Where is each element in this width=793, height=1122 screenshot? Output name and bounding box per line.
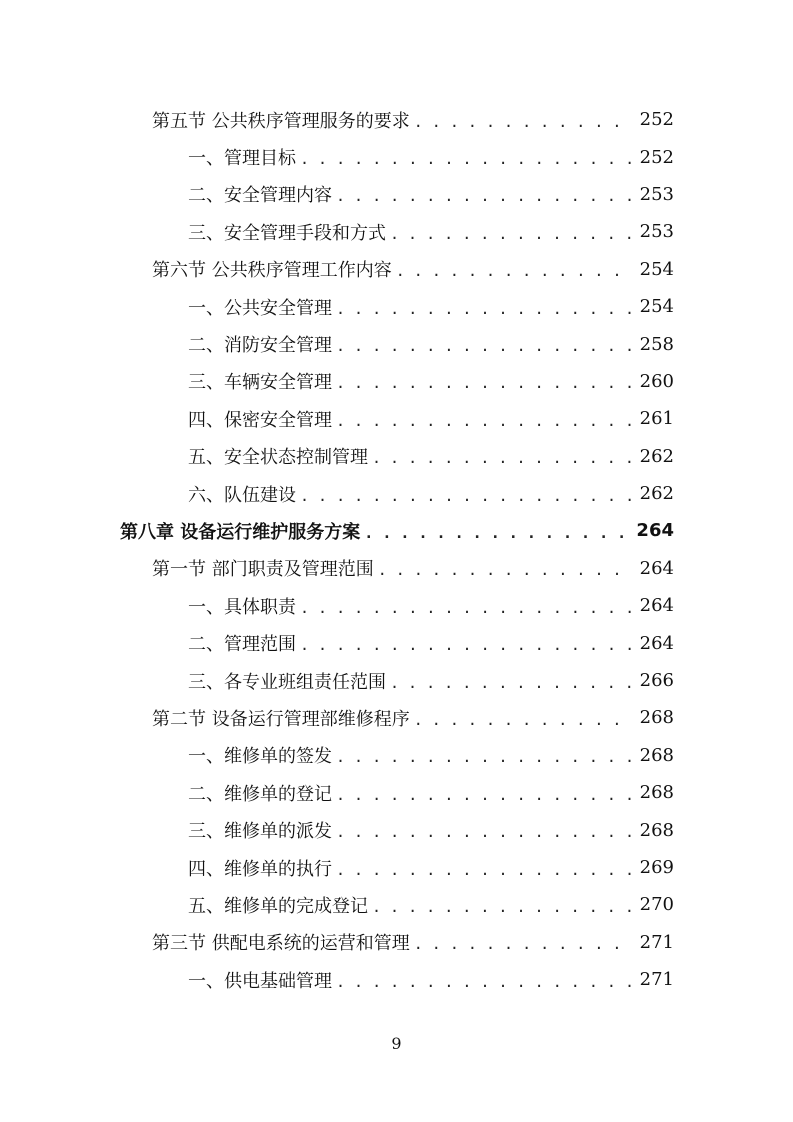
toc-entry-item[interactable] bbox=[0, 849, 793, 886]
toc-entry-page: 269 bbox=[639, 857, 674, 878]
toc-entry-item[interactable] bbox=[0, 624, 793, 661]
toc-entry-title: 二、维修单的登记 bbox=[188, 783, 332, 805]
toc-entry-page: 271 bbox=[639, 969, 674, 991]
toc-entry-section[interactable] bbox=[0, 550, 793, 587]
toc-entry-page: 261 bbox=[639, 408, 674, 430]
toc-dot-leader bbox=[336, 412, 634, 430]
toc-entry-title: 第二节 设备运行管理部维修程序 bbox=[152, 708, 410, 730]
toc-entry-section[interactable] bbox=[0, 101, 793, 138]
toc-entry-item[interactable] bbox=[0, 288, 793, 325]
toc-entry-section[interactable] bbox=[0, 924, 793, 961]
toc-entry-title: 第五节 公共秩序管理服务的要求 bbox=[152, 110, 410, 132]
toc-dot-leader bbox=[414, 113, 634, 131]
toc-entry-page: 262 bbox=[639, 483, 674, 505]
toc-entry-page: 266 bbox=[639, 670, 674, 692]
toc-dot-leader bbox=[336, 374, 634, 392]
toc-dot-leader bbox=[364, 524, 630, 542]
toc-entry-item[interactable] bbox=[0, 176, 793, 213]
toc-entry-title: 五、维修单的完成登记 bbox=[188, 895, 368, 917]
toc-dot-leader bbox=[300, 599, 634, 617]
toc-entry-page: 264 bbox=[639, 632, 674, 654]
toc-entry-title: 二、管理范围 bbox=[188, 634, 296, 656]
toc-entry-title: 三、安全管理手段和方式 bbox=[188, 222, 386, 244]
toc-entry-title: 一、管理目标 bbox=[188, 148, 296, 170]
toc-entry-page: 258 bbox=[639, 333, 674, 355]
toc-entry-page: 271 bbox=[639, 931, 674, 953]
toc-entry-page: 253 bbox=[639, 221, 674, 243]
toc-dot-leader bbox=[300, 636, 634, 654]
toc-dot-leader bbox=[372, 449, 634, 467]
toc-entry-title: 一、具体职责 bbox=[188, 596, 296, 618]
toc-entry-page: 262 bbox=[639, 445, 674, 467]
toc-entry-title: 四、保密安全管理 bbox=[188, 409, 332, 431]
toc-entry-title: 一、公共安全管理 bbox=[188, 297, 332, 319]
toc-entry-title: 二、消防安全管理 bbox=[188, 335, 332, 357]
toc-entry-item[interactable] bbox=[0, 325, 793, 362]
toc-entry-item[interactable] bbox=[0, 400, 793, 437]
toc-entry-title: 一、维修单的签发 bbox=[188, 746, 332, 768]
toc-dot-leader bbox=[336, 786, 634, 804]
toc-entry-page: 268 bbox=[639, 707, 674, 729]
toc-dot-leader bbox=[414, 711, 634, 729]
toc-dot-leader bbox=[336, 187, 634, 205]
toc-dot-leader bbox=[300, 487, 634, 505]
toc-entry-page: 264 bbox=[636, 520, 674, 542]
toc-entry-item[interactable] bbox=[0, 587, 793, 624]
toc-entry-section[interactable] bbox=[0, 251, 793, 288]
toc-dot-leader bbox=[336, 861, 634, 879]
toc-entry-title: 六、队伍建设 bbox=[188, 484, 296, 506]
toc-entry-page: 264 bbox=[639, 557, 674, 579]
toc-entry-item[interactable] bbox=[0, 213, 793, 250]
toc-dot-leader bbox=[300, 150, 634, 168]
toc-entry-title: 第六节 公共秩序管理工作内容 bbox=[152, 260, 392, 282]
toc-entry-item[interactable] bbox=[0, 886, 793, 923]
toc-dot-leader bbox=[390, 674, 634, 692]
toc-entry-title: 第八章 设备运行维护服务方案 bbox=[120, 521, 361, 543]
toc-dot-leader bbox=[396, 262, 634, 280]
toc-dot-leader bbox=[414, 935, 634, 953]
toc-entry-title: 三、各专业班组责任范围 bbox=[188, 671, 386, 693]
toc-entry-page: 260 bbox=[639, 370, 674, 392]
toc-dot-leader bbox=[336, 300, 634, 318]
toc-dot-leader bbox=[336, 973, 634, 991]
toc-dot-leader bbox=[378, 561, 634, 579]
toc-dot-leader bbox=[336, 748, 634, 766]
toc-entry-title: 第三节 供配电系统的运营和管理 bbox=[152, 933, 410, 955]
toc-entry-item[interactable] bbox=[0, 363, 793, 400]
toc-entry-page: 268 bbox=[639, 782, 674, 804]
toc-entry-title: 四、维修单的执行 bbox=[188, 858, 332, 880]
toc-entry-page: 264 bbox=[639, 595, 674, 617]
toc-entry-page: 253 bbox=[639, 183, 674, 205]
toc-entry-section[interactable] bbox=[0, 699, 793, 736]
toc-entry-page: 268 bbox=[639, 744, 674, 766]
toc-entry-item[interactable] bbox=[0, 961, 793, 998]
toc-entry-title: 一、供电基础管理 bbox=[188, 970, 332, 992]
toc-dot-leader bbox=[336, 337, 634, 355]
toc-entry-title: 三、维修单的派发 bbox=[188, 821, 332, 843]
toc-dot-leader bbox=[372, 898, 634, 916]
toc-entry-title: 五、安全状态控制管理 bbox=[188, 447, 368, 469]
toc-dot-leader bbox=[390, 225, 634, 243]
toc-entry-page: 268 bbox=[639, 819, 674, 841]
toc-entry-chapter[interactable] bbox=[0, 512, 793, 549]
toc-entry-item[interactable] bbox=[0, 138, 793, 175]
toc-entry-page: 254 bbox=[639, 296, 674, 318]
toc-entry-item[interactable] bbox=[0, 475, 793, 512]
toc-entry-item[interactable] bbox=[0, 811, 793, 848]
toc-entry-page: 254 bbox=[639, 258, 674, 280]
toc-entry-item[interactable] bbox=[0, 737, 793, 774]
toc-entry-title: 三、车辆安全管理 bbox=[188, 372, 332, 394]
toc-entry-page: 252 bbox=[639, 109, 674, 131]
toc-entry-page: 270 bbox=[639, 894, 674, 916]
page-number: 9 bbox=[391, 1034, 402, 1053]
toc-entry-title: 二、安全管理内容 bbox=[188, 185, 332, 207]
toc-entry-page: 252 bbox=[639, 146, 674, 168]
toc-entry-title: 第一节 部门职责及管理范围 bbox=[152, 559, 374, 581]
toc-entry-item[interactable] bbox=[0, 774, 793, 811]
toc-dot-leader bbox=[336, 823, 634, 841]
table-of-contents bbox=[0, 101, 793, 998]
toc-entry-item[interactable] bbox=[0, 438, 793, 475]
toc-entry-item[interactable] bbox=[0, 662, 793, 699]
